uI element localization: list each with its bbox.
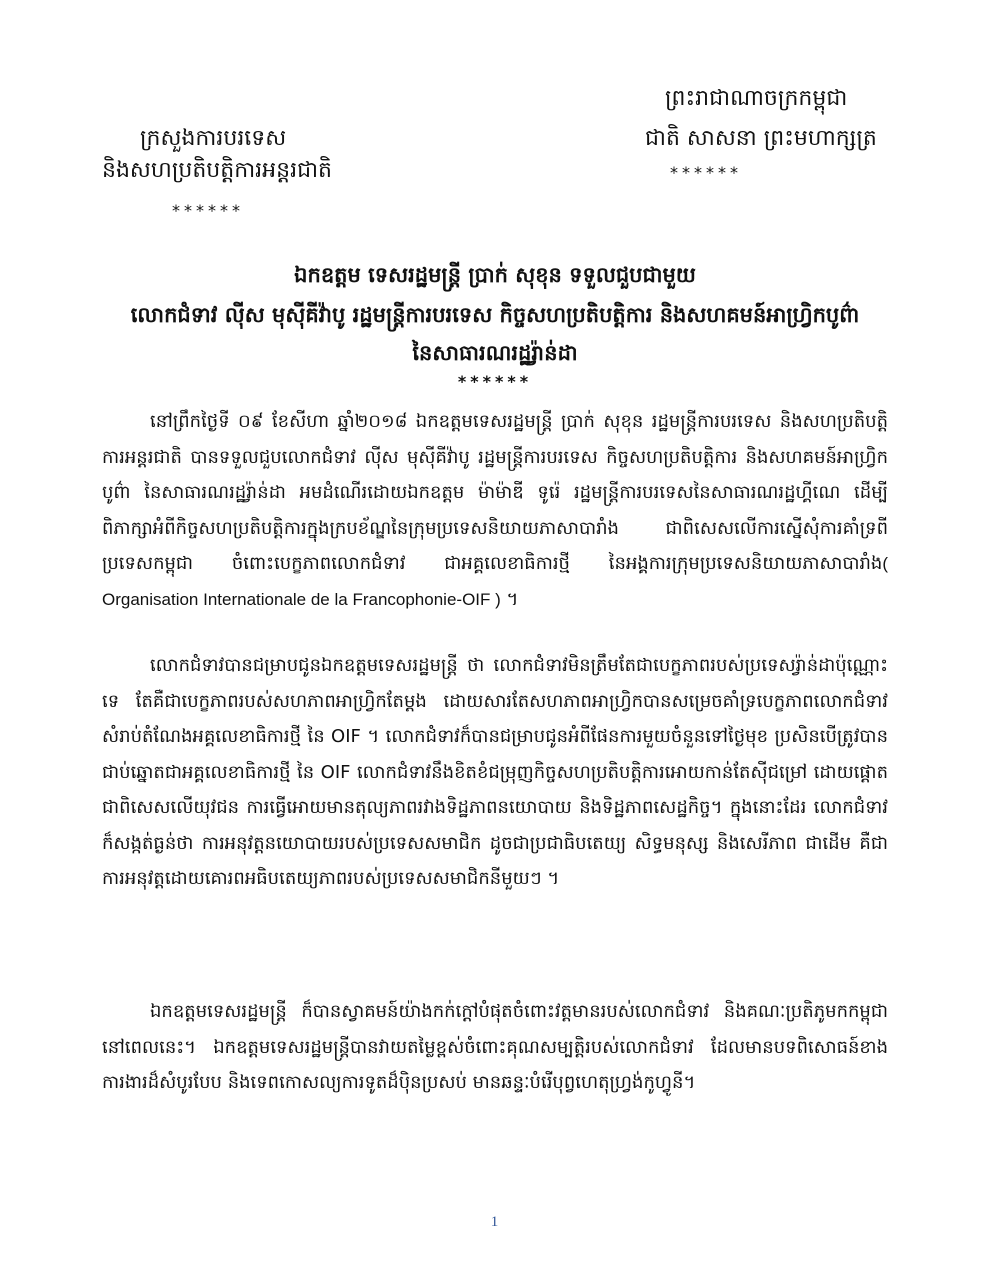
national-motto: ជាតិ សាសនា ព្រះមហាក្សត្រ	[645, 126, 877, 151]
paragraph-1-text: នៅព្រឹកថ្ងៃទី ០៩ ខែសីហា ឆ្នាំ២០១៨ ឯកឧត្តមទេសរដ្ឋមន្ត្រី ប្រាក់ សុខុន រដ្ឋមន្ត្រីការបរទេស និងសហប្រតិបត្តិការអន្តរជាតិ បានទទួលជួបលោកជំទាវ លុីស មុសុីគីវ៉ាបូ រដ្ឋមន្ត្រីការបរទេស កិច្ចសហប្រតិបត្តិការ និងសហគមន៍អាហ្វ្រិកបូព៌ា នៃសាធារណរដ្ឋរ៉្វាន់ដា អមដំណើរដោយឯកឧត្តម ម៉ាម៉ាឌី ទូរ៉េ រដ្ឋមន្ត្រីការបរទេសនៃសាធារណរដ្ឋហ្គីណេ ដើម្បីពិភាក្សាអំពីកិច្ចសហប្រតិបត្តិការក្នុងក្របខ័ណ្ឌនៃក្រុមប្រទេសនិយាយភាសាបារាំង ជាពិសេសលើការស្នើសុំការគាំទ្រពីប្រទេសកម្ពុជា ចំពោះបេក្ខភាពលោកជំទាវ ជាអគ្គលេខាធិការថ្មី នៃអង្គការក្រុមប្រទេសនិយាយភាសាបារាំង	[102, 411, 888, 574]
title-line-1: ឯកឧត្តម ទេសរដ្ឋមន្ត្រី ប្រាក់ សុខុន ទទួលជួបជាមួយ	[294, 263, 696, 287]
title-line-3: នៃសាធារណរដ្ឋរ៉្វាន់ដា	[412, 341, 578, 365]
header-right-stars: ******	[670, 163, 742, 182]
page-number: 1	[490, 1214, 499, 1230]
title-line-2: លោកជំទាវ លុីស មុសុីគីវ៉ាបូ រដ្ឋមន្ត្រីការបរទេស កិច្ចសហប្រតិបត្តិការ និងសហគមន៍អាហ្វ្រិកបូព៌ា	[130, 303, 860, 327]
paragraph-3: ឯកឧត្តមទេសរដ្ឋមន្ត្រី ក៏បានស្វាគមន៍យ៉ាងកក់ក្តៅបំផុតចំពោះវត្តមានរបស់លោកជំទាវ និងគណៈប្រតិភូមកកម្ពុជានៅពេលនេះ។ ឯកឧត្តមទេសរដ្ឋមន្ត្រីបានវាយតម្លៃខ្ពស់ចំពោះគុណសម្បត្តិរបស់លោកជំទាវ ដែលមានបទពិសោធន៍ខាងការងារដ៏សំបូរបែប និងទេពកោសល្យការទូតដ៏ប៉ិនប្រសប់ មានឆន្ទៈបំរើបុព្វហេតុហ្វ្រង់កូហ្វូនី។	[102, 1001, 888, 1093]
paragraph-2: លោកជំទាវបានជម្រាបជូនឯកឧត្តមទេសរដ្ឋមន្ត្រី ថា លោកជំទាវមិនត្រឹមតែជាបេក្ខភាពរបស់ប្រទេសរ៉្វាន់ដាប៉ុណ្ណោះទេ តែគឺជាបេក្ខភាពរបស់សហភាពអាហ្វ្រិកតែម្តង ដោយសារតែសហភាពអាហ្វ្រិកបានសម្រេចគាំទ្របេក្ខភាពលោកជំទាវសំរាប់តំណែងអគ្គលេខាធិការថ្មី នៃ OIF ។ លោកជំទាវក៏បានជម្រាបជូនអំពីផែនការមួយចំនួនទៅថ្ងៃមុខ ប្រសិនបើត្រូវបានជាប់ឆ្នោតជាអគ្គលេខាធិការថ្មី នៃ OIF លោកជំទាវនឹងខិតខំជម្រុញកិច្ចសហប្រតិបត្តិការអោយកាន់តែស៊ីជម្រៅ ដោយផ្តោតជាពិសេសលើយុវជន ការធ្វើអោយមានតុល្យភាពរវាងទិដ្ឋភាពនយោបាយ និងទិដ្ឋភាពសេដ្ឋកិច្ច។ ក្នុងនោះដែរ លោកជំទាវក៏សង្កត់ធ្ងន់ថា ការអនុវត្តនយោបាយរបស់ប្រទេសសមាជិក ដូចជាប្រជាធិបតេយ្យ សិទ្ធមនុស្ស និងសេរីភាព ជាដើម គឺជាការអនុវត្តដោយគោរពអធិបតេយ្យភាពរបស់ប្រទេសសមាជិកនីមួយៗ ។	[102, 655, 888, 889]
organisation-name: ( Organisation Internationale de la Francophonie-OIF )	[102, 554, 888, 609]
header-left-stars: ******	[172, 201, 244, 220]
title-stars: ******	[457, 372, 533, 391]
ministry-name-line2: និងសហប្រតិបត្តិការអន្តរជាតិ	[102, 158, 332, 183]
kingdom-header: ព្រះរាជាណាចក្រកម្ពុជា	[665, 86, 848, 111]
ministry-name: ក្រសួងការបរទេស	[140, 126, 287, 151]
paragraph-1-end: ។	[500, 588, 519, 610]
paragraph-1	[102, 404, 888, 617]
